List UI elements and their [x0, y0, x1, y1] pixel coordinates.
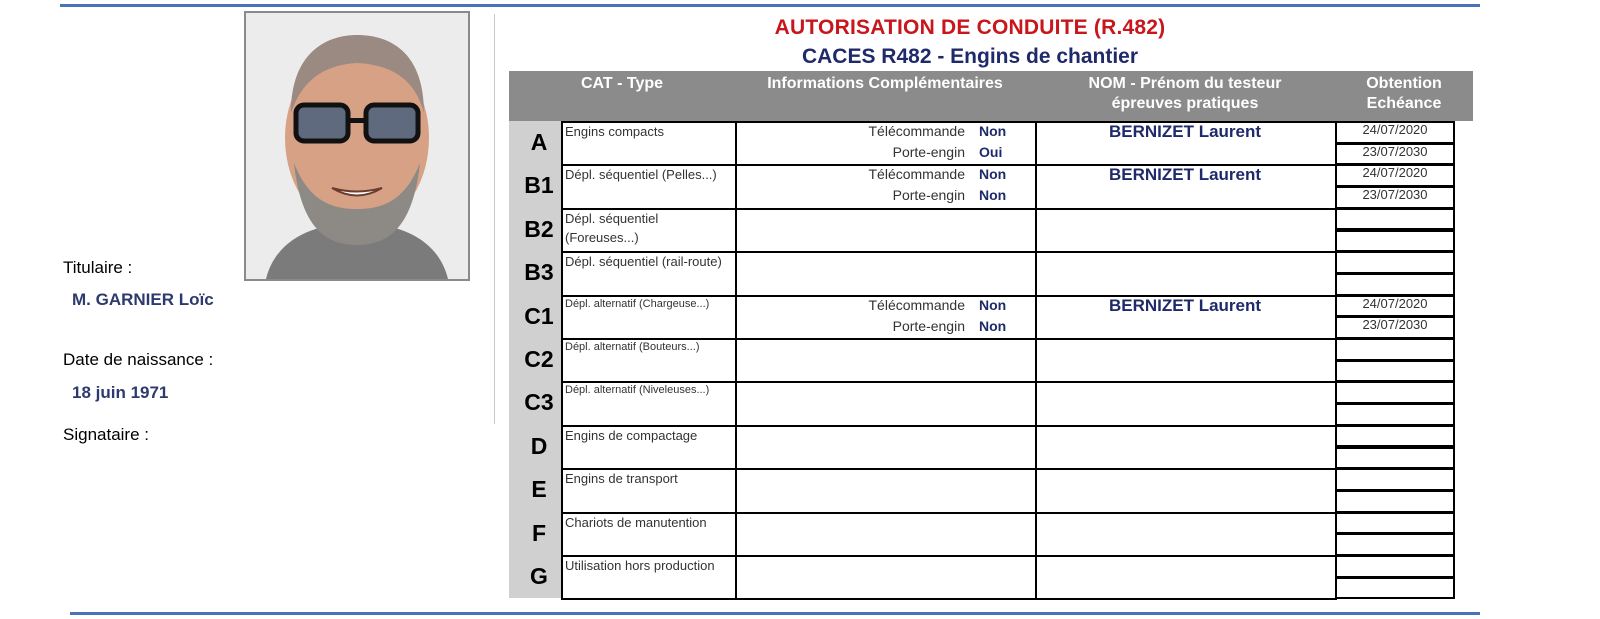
category-letter: D [530, 432, 548, 459]
porte-engin-label: Porte-engin [892, 187, 965, 204]
category-type: Dépl. séquentiel (rail-route) [565, 254, 722, 270]
category-letter: C3 [524, 389, 554, 416]
obtention-cell [1335, 381, 1455, 404]
top-rule [60, 4, 1480, 7]
category-type: Chariots de manutention [565, 514, 707, 530]
obtention-cell [1335, 425, 1455, 448]
header-dates [1335, 71, 1473, 121]
tester-cell [1035, 512, 1337, 557]
echeance-cell [1335, 273, 1455, 296]
porte-engin-value: Non [979, 317, 1007, 334]
signataire-label: Signataire : [63, 425, 149, 444]
tester-cell [1035, 425, 1337, 470]
titulaire-label: Titulaire : [63, 258, 133, 277]
bottom-rule [70, 612, 1480, 615]
category-type: Utilisation hors production [565, 558, 715, 573]
telecommande-label: Télécommande [868, 123, 965, 139]
obtention-cell [1335, 512, 1455, 535]
porte-engin-label: Porte-engin [892, 144, 965, 160]
info-cell [735, 468, 1037, 513]
info-cell [735, 425, 1037, 470]
info-cell [735, 208, 1037, 253]
tester-name: BERNIZET Laurent [1108, 122, 1262, 141]
telecommande-value: Non [979, 166, 1007, 183]
category-letter: C1 [524, 302, 554, 329]
info-cell [735, 251, 1037, 296]
category-type: Engins de transport [565, 471, 678, 487]
document-title: AUTORISATION DE CONDUITE (R.482) [774, 16, 1166, 39]
obtention-cell [1335, 251, 1455, 274]
telecommande-label: Télécommande [868, 166, 965, 183]
category-type: Dépl. séquentiel (Foreuses...) [565, 210, 659, 245]
obtention-cell [1335, 555, 1455, 578]
category-type: Engins compacts [565, 124, 664, 139]
telecommande-label: Télécommande [868, 296, 965, 313]
tester-cell [1035, 251, 1337, 296]
obtention-date: 24/07/2020 [1362, 122, 1428, 137]
header-cat-type [509, 71, 735, 121]
category-letter: C2 [524, 346, 554, 372]
category-type: Engins de compactage [565, 427, 698, 443]
obtention-cell [1335, 468, 1455, 491]
echeance-date: 23/07/2030 [1362, 317, 1428, 333]
header-cat-type-label: CAT - Type [580, 75, 664, 92]
category-letter: A [530, 129, 548, 155]
caces-table [509, 71, 1473, 608]
holder-photo [244, 11, 470, 281]
tester-cell [1035, 555, 1337, 600]
porte-engin-value: Non [979, 187, 1007, 204]
obtention-date: 24/07/2020 [1362, 165, 1428, 181]
echeance-cell [1335, 403, 1455, 426]
category-letter: B1 [524, 172, 554, 199]
holder-dob: 18 juin 1971 [72, 383, 169, 402]
obtention-cell [1335, 208, 1455, 231]
echeance-date: 23/07/2030 [1362, 143, 1428, 159]
echeance-cell [1335, 533, 1455, 556]
telecommande-value: Non [979, 123, 1007, 139]
category-type: Dépl. alternatif (Chargeuse...) [565, 297, 710, 310]
info-cell [735, 512, 1037, 557]
echeance-cell [1335, 490, 1455, 513]
header-info-label: Informations Complémentaires [767, 75, 1003, 92]
holder-name: M. GARNIER Loïc [72, 290, 214, 309]
category-letter: B3 [524, 259, 554, 286]
info-cell [735, 338, 1037, 383]
echeance-cell [1335, 577, 1455, 600]
tester-cell [1035, 381, 1337, 426]
category-letter: G [530, 563, 548, 589]
porte-engin-label: Porte-engin [892, 317, 965, 334]
echeance-cell [1335, 447, 1455, 470]
header-tester-line2: épreuves pratiques [1111, 95, 1259, 112]
obtention-date: 24/07/2020 [1362, 295, 1428, 311]
porte-engin-value: Oui [979, 144, 1003, 160]
category-type: Dépl. séquentiel (Pelles...) [565, 167, 717, 183]
echeance-cell [1335, 230, 1455, 253]
category-letter: B2 [524, 215, 554, 242]
dob-label: Date de naissance : [63, 350, 214, 369]
tester-name: BERNIZET Laurent [1108, 165, 1262, 185]
document-subtitle: CACES R482 - Engins de chantier [801, 45, 1139, 68]
column-divider [494, 14, 495, 424]
echeance-date: 23/07/2030 [1362, 187, 1428, 203]
tester-cell [1035, 468, 1337, 513]
info-cell [735, 555, 1037, 600]
category-type: Dépl. alternatif (Niveleuses...) [565, 384, 710, 397]
header-dates-line1: Obtention [1366, 75, 1442, 92]
telecommande-value: Non [979, 296, 1007, 313]
header-tester-line1: NOM - Prénom du testeur [1088, 75, 1282, 92]
header-dates-line2: Echéance [1366, 95, 1442, 112]
category-type: Dépl. alternatif (Bouteurs...) [565, 341, 700, 353]
tester-cell [1035, 208, 1337, 253]
obtention-cell [1335, 338, 1455, 361]
tester-name: BERNIZET Laurent [1108, 295, 1262, 315]
category-letter: F [531, 519, 547, 546]
echeance-cell [1335, 360, 1455, 383]
header-tester [1035, 71, 1335, 121]
header-info [735, 71, 1035, 121]
info-cell [735, 381, 1037, 426]
tester-cell [1035, 338, 1337, 383]
category-letter: E [531, 476, 547, 503]
